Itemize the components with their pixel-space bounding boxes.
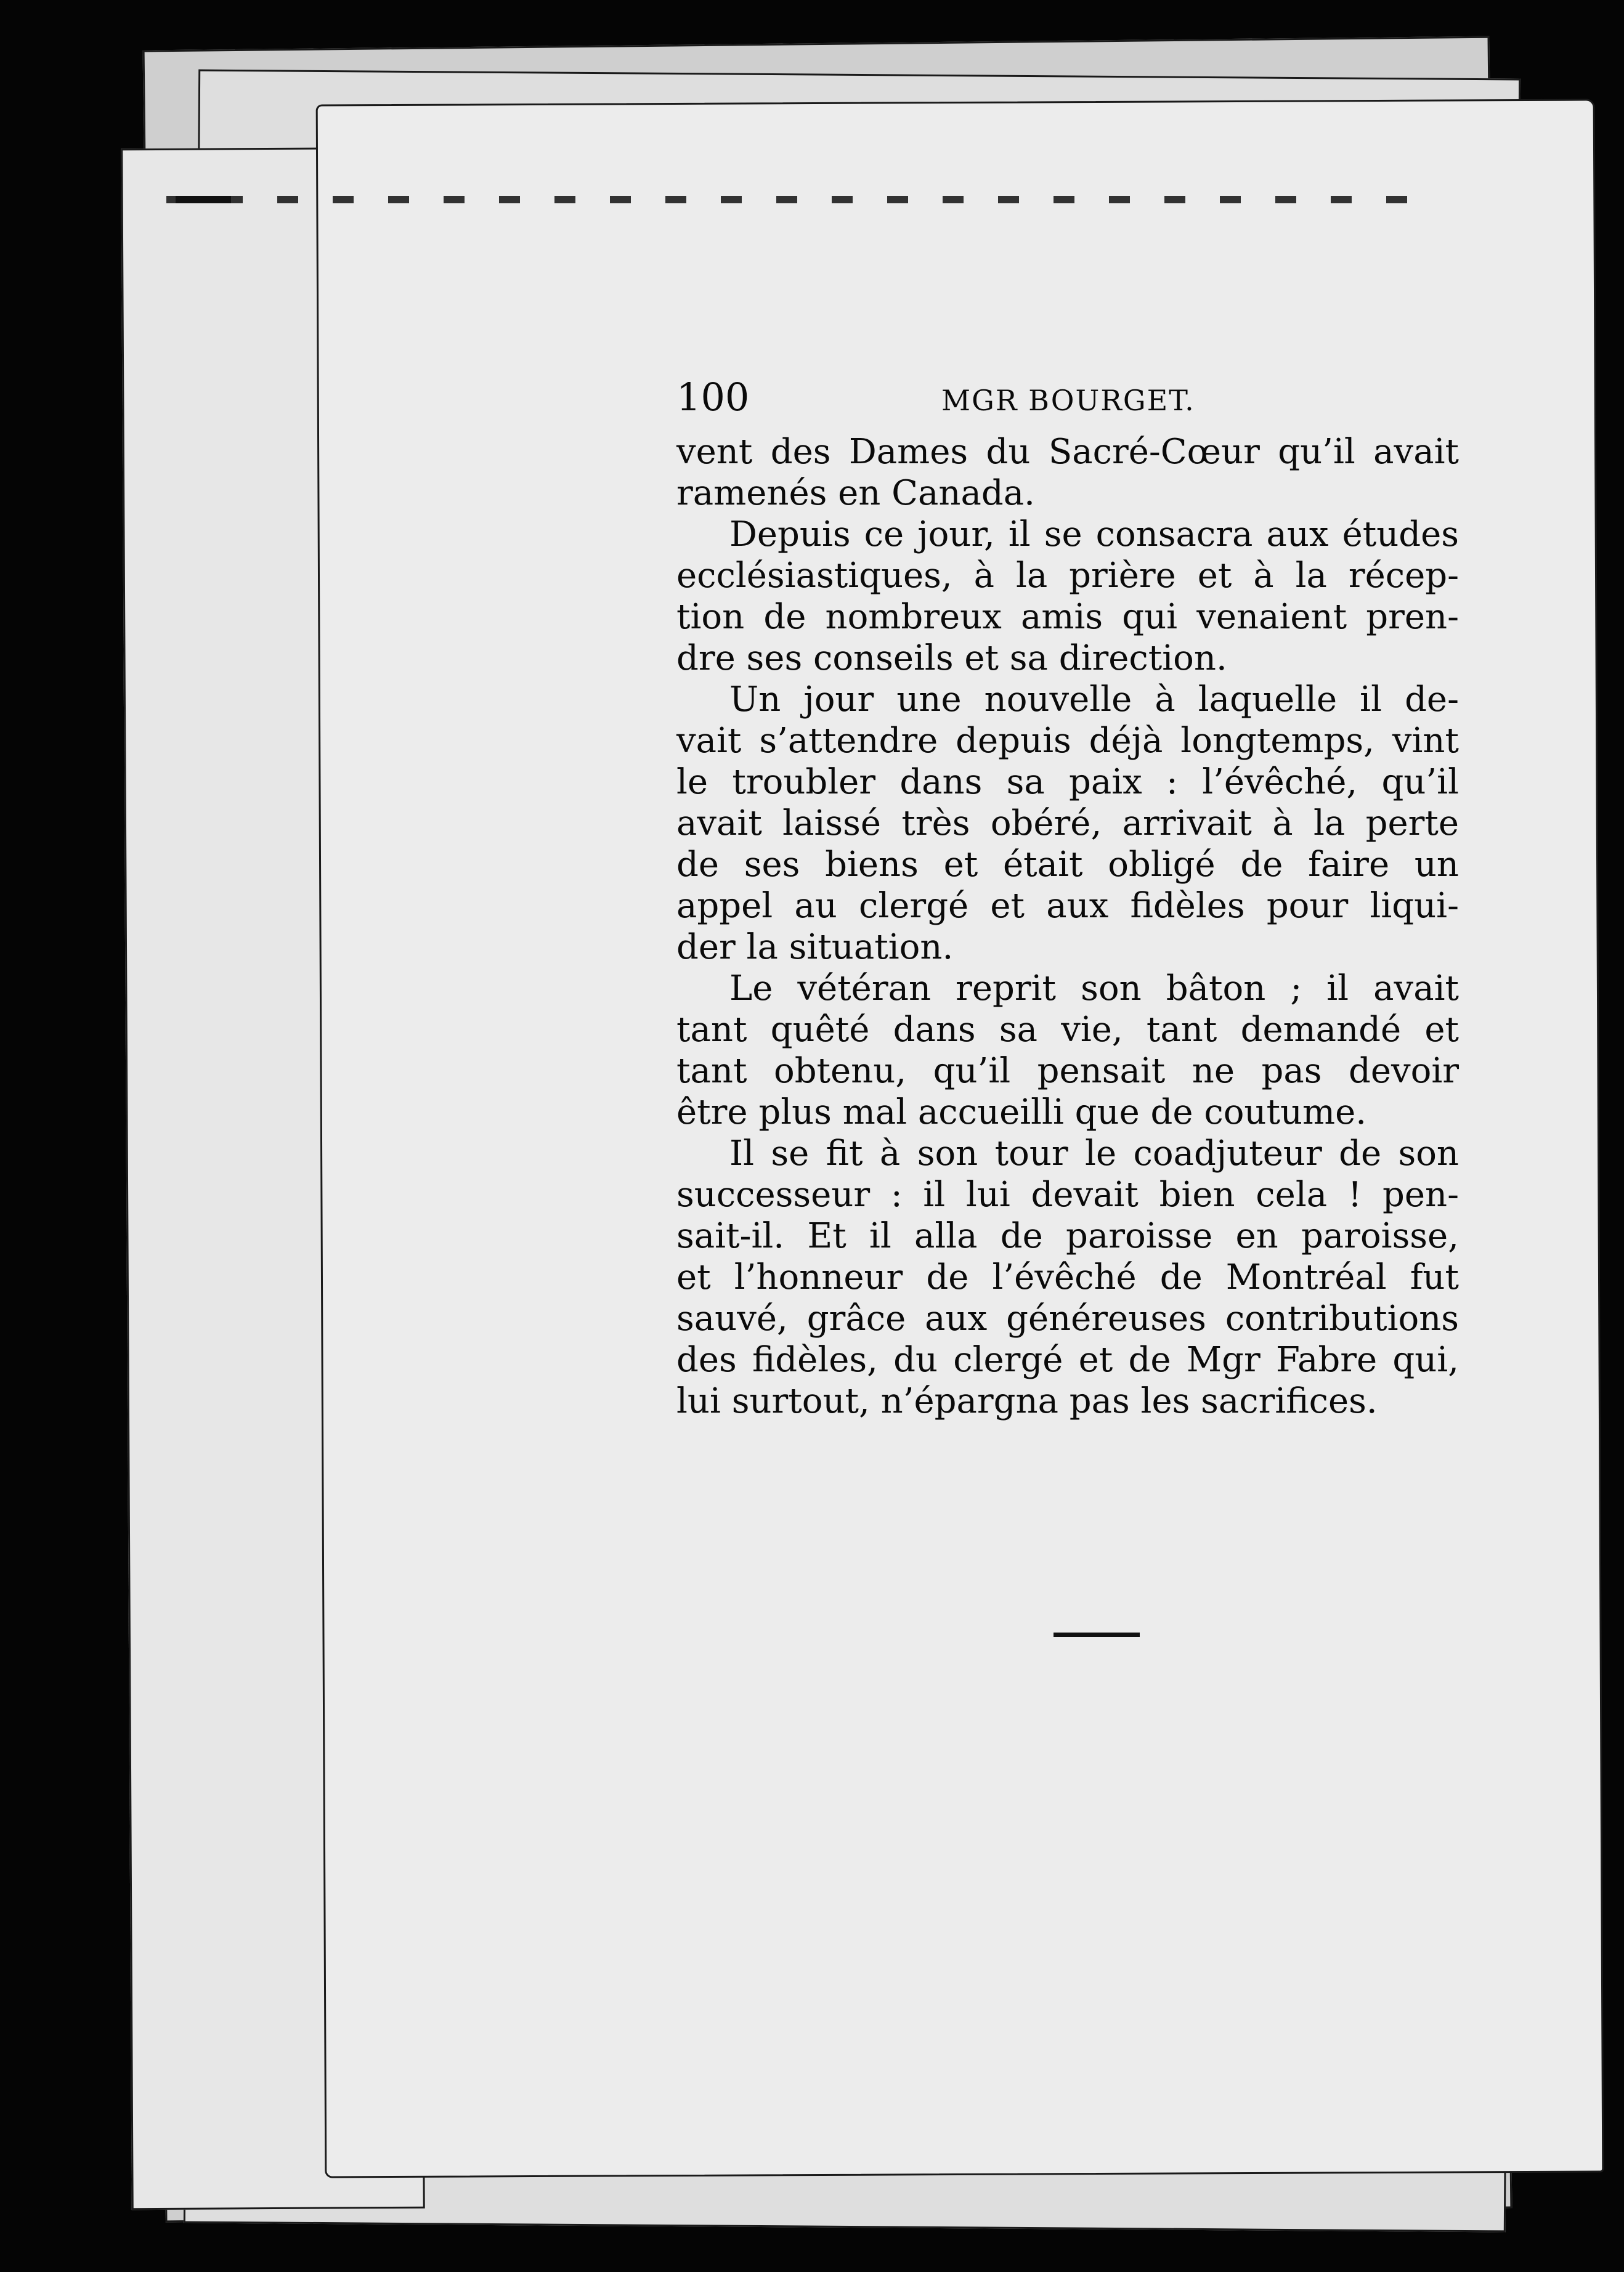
text-line: lui surtout, n’épargna pas les sacrifices. <box>676 1381 1378 1421</box>
text-line: Un jour une nouvelle à laquelle il de- <box>729 680 1459 720</box>
top-dashed-rule <box>166 196 1429 203</box>
text-line: de ses biens et était obligé de faire un <box>676 845 1459 885</box>
text-line: Depuis ce jour, il se consacra aux études <box>729 514 1459 554</box>
paragraph <box>676 1133 1459 1422</box>
paragraph <box>676 968 1459 1133</box>
text-line: appel au clergé et aux fidèles pour liqui- <box>676 886 1459 926</box>
text-line: être plus mal accueilli que de coutume. <box>676 1092 1367 1132</box>
paragraph <box>676 514 1459 679</box>
text-line: tant obtenu, qu’il pensait ne pas devoir <box>676 1051 1459 1091</box>
end-rule <box>1054 1633 1140 1637</box>
text-line: sauvé, grâce aux généreuses contributions <box>676 1299 1459 1339</box>
page-number: 100 <box>676 375 750 420</box>
paragraph <box>676 431 1459 514</box>
text-line: le troubler dans sa paix : l’évêché, qu’il <box>676 762 1459 802</box>
text-line: dre ses conseils et sa direction. <box>676 638 1227 678</box>
text-line: Il se fit à son tour le coadjuteur de son <box>729 1134 1459 1174</box>
paragraph <box>676 679 1459 968</box>
text-line: avait laissé très obéré, arrivait à la perte <box>676 803 1459 843</box>
text-line: ecclésiastiques, à la prière et à la récep- <box>676 556 1459 596</box>
text-line: des fidèles, du clergé et de Mgr Fabre qui, <box>676 1340 1459 1380</box>
text-line: der la situation. <box>676 927 954 967</box>
text-line: vait s’attendre depuis déjà longtemps, vint <box>676 721 1459 761</box>
text-line: successeur : il lui devait bien cela ! pen- <box>676 1175 1459 1215</box>
text-line: ramenés en Canada. <box>676 473 1035 513</box>
running-title: MGR BOURGET. <box>941 384 1195 417</box>
text-block <box>676 370 1459 1422</box>
text-line: Le vétéran reprit son bâton ; il avait <box>729 968 1459 1008</box>
text-line: tant quêté dans sa vie, tant demandé et <box>676 1010 1459 1050</box>
running-head <box>676 370 1459 431</box>
text-line: sait-il. Et il alla de paroisse en paroisse, <box>676 1216 1459 1256</box>
text-line: tion de nombreux amis qui venaient pren- <box>676 597 1459 637</box>
text-line: et l’honneur de l’évêché de Montréal fut <box>676 1257 1459 1297</box>
text-line: vent des Dames du Sacré-Cœur qu’il avait <box>676 432 1459 472</box>
